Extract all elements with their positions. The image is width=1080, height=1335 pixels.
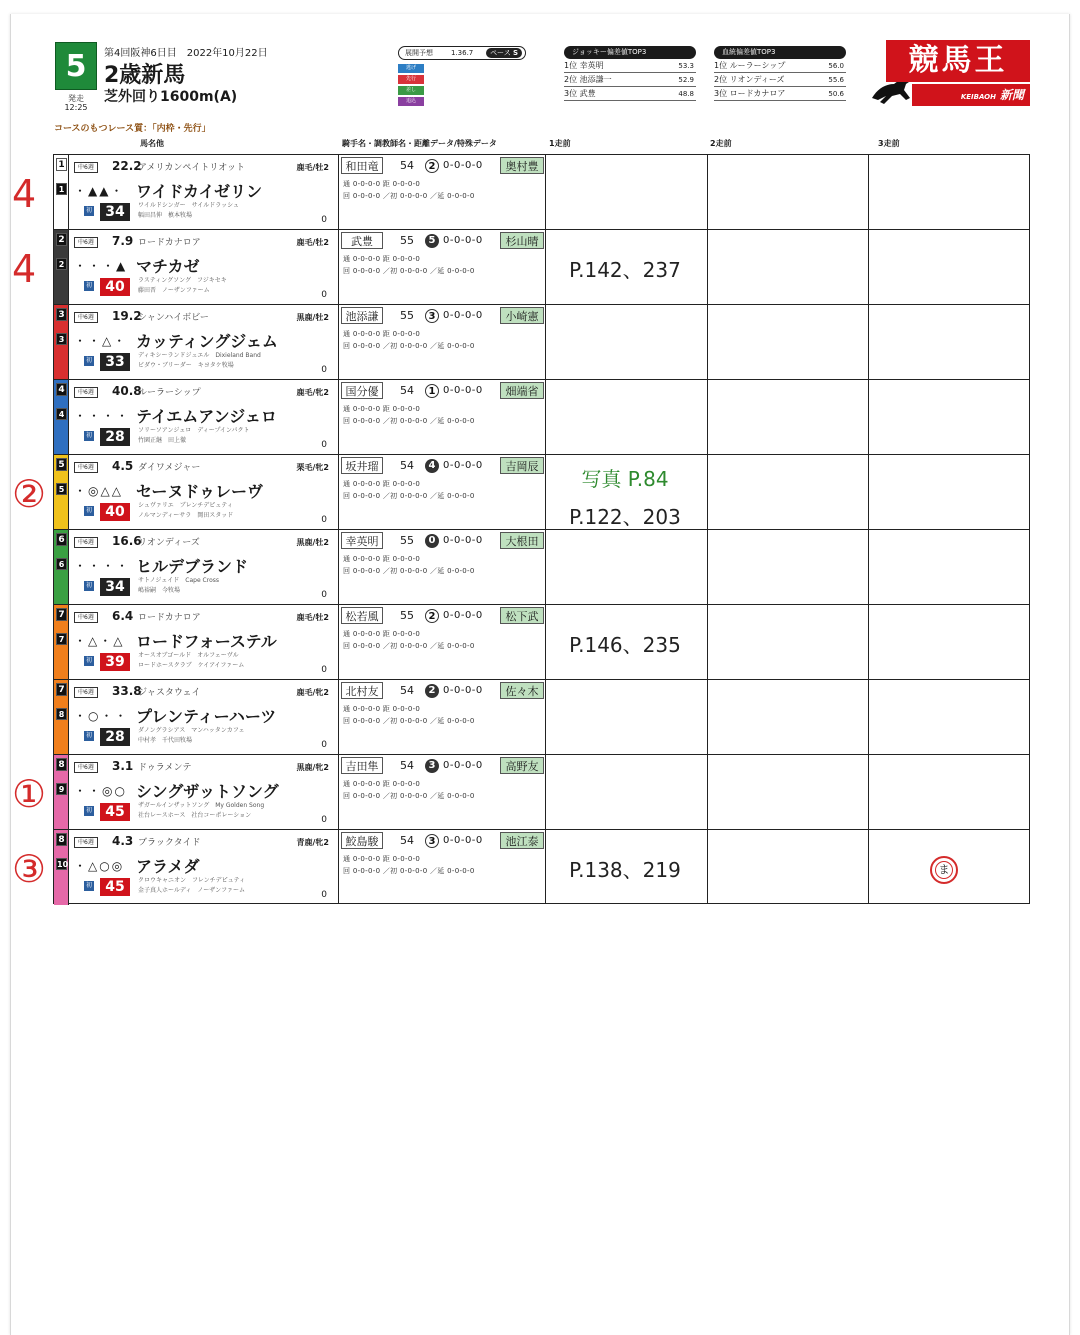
distance-data: 通 0-0-0-0 距 0-0-0-0 [343, 330, 421, 338]
coat-sex-age: 鹿毛/牡2 [296, 238, 329, 247]
special-data: 回 0-0-0-0 ／初 0-0-0-0 ／延 0-0-0-0 [343, 342, 475, 350]
interval-badge: 中6週 [74, 687, 98, 698]
horse-number: 6 [56, 558, 67, 570]
first-run-badge: 初 [86, 432, 93, 439]
legend-item: 差し [398, 86, 424, 95]
horse-name: ヒルデブランド [136, 557, 249, 576]
meet-info [104, 44, 278, 59]
horse-number: 1 [56, 183, 67, 195]
jockey-name: 国分優 [341, 382, 383, 399]
dam-info: サトノジェイド Cape Cross [138, 577, 220, 584]
ma-stamp-icon [930, 856, 958, 884]
dam-info: ザガールインザットソング My Golden Song [138, 802, 265, 809]
logo-roman: KEIBAOH [960, 93, 996, 101]
waku-number: 5 [56, 458, 67, 471]
waku-number: 6 [56, 533, 67, 546]
jockey-name: 坂井瑠 [341, 457, 383, 474]
prediction-marks: ・・◎○ [74, 784, 127, 798]
sire-top3-title: 血統偏差値TOP3 [714, 46, 846, 59]
col-header-r1: 1走前 [549, 139, 571, 148]
pace-prediction [398, 46, 526, 60]
draw-badge: 5 [425, 234, 439, 248]
waku-number: 1 [56, 158, 67, 171]
coat-sex-age: 鹿毛/牡2 [296, 163, 329, 172]
rating-badge: 40 [100, 503, 130, 521]
first-run-badge: 初 [86, 207, 93, 214]
owner-breeder: ロードホースクラブ ケイアイファーム [138, 662, 245, 669]
handwritten-annotation: ③ [12, 847, 47, 891]
carried-weight: 54 [400, 684, 414, 697]
legend-item: 先行 [398, 75, 424, 84]
interval-badge: 中6週 [74, 387, 98, 398]
horse-name: マチカゼ [136, 257, 200, 276]
course-tag: コースのもつレース質：「内枠・先行」 [54, 124, 211, 134]
sire_top3-row [714, 87, 846, 101]
special-data: 回 0-0-0-0 ／初 0-0-0-0 ／延 0-0-0-0 [343, 567, 475, 575]
horse-row [54, 305, 1029, 380]
owner-breeder: 藤田晋 ノーザンファーム [138, 287, 210, 294]
trainer-name: 杉山晴 [500, 232, 544, 249]
distance-data: 通 0-0-0-0 距 0-0-0-0 [343, 855, 421, 863]
prediction-marks: ・・△・ [74, 334, 128, 348]
dam-info: クロウキャニオン フレンチデピュティ [138, 877, 246, 884]
odds: 33.8 [112, 684, 142, 698]
jockey-name: 武豊 [341, 232, 383, 249]
prediction-label: 展開予想 [405, 49, 433, 57]
draw-badge: 2 [425, 684, 439, 698]
sire-name: リオンディーズ [138, 538, 200, 548]
owner-breeder: ビダウ・ブリーダー キヨタケ牧場 [138, 362, 234, 369]
name: ロードカナロア [729, 89, 786, 98]
horse-name: シングザットソング [136, 782, 279, 801]
draw-badge: 3 [425, 834, 439, 848]
jockey_top3-row [564, 73, 696, 87]
trainer-name: 大根田 [500, 532, 544, 549]
carried-weight: 54 [400, 459, 414, 472]
page-reference: P.142、237 [569, 258, 681, 282]
logo-sub [912, 84, 1030, 106]
course-info: 芝外回り1600m(A) [104, 89, 238, 105]
record: 0 [321, 215, 327, 225]
jockey-record: 0-0-0-0 [443, 535, 483, 546]
prediction-marks: ・▲▲・ [74, 184, 125, 198]
carried-weight: 54 [400, 159, 414, 172]
record: 0 [321, 890, 327, 900]
horse-name: ワイドカイゼリン [136, 182, 263, 201]
distance-data: 通 0-0-0-0 距 0-0-0-0 [343, 180, 421, 188]
jockey-record: 0-0-0-0 [443, 385, 483, 396]
waku-number: 4 [56, 383, 67, 396]
first-run-badge: 初 [86, 882, 93, 889]
page-reference: P.138、219 [569, 858, 681, 882]
draw-badge: 3 [425, 309, 439, 323]
rank: 2位 [714, 75, 728, 84]
horse-number: 10 [57, 860, 69, 869]
special-data: 回 0-0-0-0 ／初 0-0-0-0 ／延 0-0-0-0 [343, 417, 475, 425]
trainer-name: 佐々木 [500, 682, 544, 699]
sire-name: ブラックタイド [138, 838, 201, 848]
odds: 4.5 [112, 459, 134, 473]
dam-info: ワイルドシンガー サイルドラッシュ [138, 202, 240, 209]
draw-badge: 4 [425, 459, 439, 473]
trainer-name: 小崎憲 [500, 307, 544, 324]
special-data: 回 0-0-0-0 ／初 0-0-0-0 ／延 0-0-0-0 [343, 642, 475, 650]
draw-badge: 0 [425, 534, 439, 548]
prediction-marks: ・・・▲ [74, 259, 128, 273]
value: 50.6 [828, 90, 844, 98]
handwritten-annotation: ② [12, 472, 47, 516]
carried-weight: 55 [400, 609, 414, 622]
jockey-record: 0-0-0-0 [443, 235, 483, 246]
logo-sub-text: 新聞 [999, 88, 1024, 102]
waku-number: 8 [56, 758, 67, 771]
legend-item: 逃げ [398, 64, 424, 73]
ma-stamp-text: ま [935, 861, 953, 879]
record: 0 [321, 290, 327, 300]
trainer-name: 池江泰 [500, 832, 544, 849]
odds: 3.1 [112, 759, 134, 773]
horse-row [54, 755, 1029, 830]
jockey-record: 0-0-0-0 [443, 835, 483, 846]
meet-label: 第4回阪神6日目 [104, 48, 177, 59]
race-card-table [53, 154, 1030, 904]
horse-row [54, 155, 1029, 230]
jockey-name: 池添謙 [341, 307, 383, 324]
jockey-record: 0-0-0-0 [443, 460, 483, 471]
page-reference: P.146、235 [569, 633, 681, 657]
coat-sex-age: 黒鹿/牝2 [296, 763, 329, 772]
handwritten-annotation: 4 [12, 172, 37, 216]
rating-badge: 34 [100, 203, 130, 221]
prediction-marks: ・・・・ [74, 409, 131, 423]
first-run-badge: 初 [86, 807, 93, 814]
sire-name: ダイワメジャー [138, 463, 201, 473]
horse-number: 2 [56, 258, 67, 270]
col-header-left: 馬名他 [140, 139, 164, 148]
waku-number: 2 [56, 233, 67, 246]
interval-badge: 中6週 [74, 162, 98, 173]
jockey-name: 北村友 [341, 682, 383, 699]
page-reference: P.122、203 [569, 505, 681, 529]
trainer-name: 高野友 [500, 757, 544, 774]
horse-row [54, 380, 1029, 455]
jockey-name: 幸英明 [341, 532, 383, 549]
special-data: 回 0-0-0-0 ／初 0-0-0-0 ／延 0-0-0-0 [343, 792, 475, 800]
owner-breeder: 中村孝 千代田牧場 [138, 737, 193, 744]
special-data: 回 0-0-0-0 ／初 0-0-0-0 ／延 0-0-0-0 [343, 867, 475, 875]
owner-breeder: 嶋裕嗣 今牧場 [138, 587, 181, 594]
horse-number: 5 [56, 483, 67, 495]
rating-badge: 28 [100, 428, 130, 446]
dam-info: ディキシーランドジュエル Dixieland Band [138, 352, 261, 359]
distance-data: 通 0-0-0-0 距 0-0-0-0 [343, 630, 421, 638]
photo-note: 写真 P.84 [581, 467, 669, 491]
coat-sex-age: 鹿毛/牝2 [296, 688, 329, 697]
coat-sex-age: 黒鹿/牡2 [296, 538, 329, 547]
horse-row [54, 230, 1029, 305]
coat-sex-age: 鹿毛/牝2 [296, 388, 329, 397]
start-time [62, 94, 90, 112]
col-header-r3: 3走前 [878, 139, 900, 148]
horse-row [54, 455, 1029, 530]
waku-number: 7 [56, 683, 67, 696]
rating-badge: 34 [100, 578, 130, 596]
rank: 1位 [564, 61, 578, 70]
sire_top3-row [714, 73, 846, 87]
distance-data: 通 0-0-0-0 距 0-0-0-0 [343, 480, 421, 488]
odds: 6.4 [112, 609, 134, 623]
jockey-record: 0-0-0-0 [443, 160, 483, 171]
sire-name: シャンハイボビー [138, 313, 209, 323]
special-data: 回 0-0-0-0 ／初 0-0-0-0 ／延 0-0-0-0 [343, 267, 475, 275]
interval-badge: 中6週 [74, 462, 98, 473]
distance-data: 通 0-0-0-0 距 0-0-0-0 [343, 255, 421, 263]
first-run-badge: 初 [86, 582, 93, 589]
record: 0 [321, 440, 327, 450]
waku-number: 3 [56, 308, 67, 321]
carried-weight: 54 [400, 384, 414, 397]
horse-number: 9 [56, 783, 67, 795]
jockey-name: 吉田隼 [341, 757, 383, 774]
distance-data: 通 0-0-0-0 距 0-0-0-0 [343, 705, 421, 713]
distance-data: 通 0-0-0-0 距 0-0-0-0 [343, 780, 421, 788]
sire-name: ドゥラメンテ [138, 763, 192, 773]
value: 52.9 [678, 76, 694, 84]
interval-badge: 中6週 [74, 612, 98, 623]
dam-info: シュヴァリエ ブレンチデピュティ [138, 502, 233, 509]
pace-pill [486, 48, 522, 58]
sire-name: ジャスタウェイ [138, 688, 201, 698]
owner-breeder: 竹園正継 田上徹 [138, 437, 187, 444]
horse-number: 7 [56, 633, 67, 645]
prediction-marks: ・◎△△ [74, 484, 123, 498]
handwritten-annotation: ① [12, 772, 47, 816]
col-header-r2: 2走前 [710, 139, 732, 148]
jockey_top3-row [564, 59, 696, 73]
value: 53.3 [678, 62, 694, 70]
sire-name: ロードカナロア [138, 613, 201, 623]
special-data: 回 0-0-0-0 ／初 0-0-0-0 ／延 0-0-0-0 [343, 717, 475, 725]
name: リオンディーズ [729, 75, 785, 84]
sire-name: ロードカナロア [138, 238, 201, 248]
value: 48.8 [678, 90, 694, 98]
horse-name: テイエムアンジェロ [136, 407, 277, 426]
horse-row [54, 605, 1029, 680]
odds: 19.2 [112, 309, 142, 323]
newspaper-logo [868, 40, 1030, 110]
pace-value: S [512, 49, 518, 57]
rating-badge: 45 [100, 878, 130, 896]
special-data: 回 0-0-0-0 ／初 0-0-0-0 ／延 0-0-0-0 [343, 192, 475, 200]
prediction-marks: ・△・△ [74, 634, 125, 648]
horse-number: 8 [56, 708, 67, 720]
jockey-record: 0-0-0-0 [443, 685, 483, 696]
start-label: 発走 [68, 94, 84, 103]
horse-row [54, 830, 1029, 905]
waku-number: 8 [56, 833, 67, 846]
prediction-marks: ・△○◎ [74, 859, 125, 873]
name: 武豊 [579, 89, 596, 98]
sire_top3-row [714, 59, 846, 73]
start-time-value: 12:25 [64, 103, 88, 112]
first-run-badge: 初 [86, 657, 93, 664]
first-run-badge: 初 [86, 282, 93, 289]
prediction-marks: ・・・・ [74, 559, 131, 573]
jockey-name: 和田竜 [341, 157, 383, 174]
first-run-badge: 初 [86, 507, 93, 514]
coat-sex-age: 鹿毛/牡2 [296, 613, 329, 622]
rating-badge: 39 [100, 653, 130, 671]
odds: 16.6 [112, 534, 142, 548]
record: 0 [321, 815, 327, 825]
jockey-record: 0-0-0-0 [443, 310, 483, 321]
rating-badge: 40 [100, 278, 130, 296]
name: ルーラーシップ [729, 61, 786, 70]
rating-badge: 33 [100, 353, 130, 371]
horse-number: 3 [56, 333, 67, 345]
carried-weight: 54 [400, 834, 414, 847]
owner-breeder: 社台レースホース 社台コーポレーション [138, 812, 252, 819]
waku-number: 7 [56, 608, 67, 621]
jockey_top3-row [564, 87, 696, 101]
sire-top3 [714, 46, 846, 101]
race-date: 2022年10月22日 [186, 48, 268, 59]
distance-data: 通 0-0-0-0 距 0-0-0-0 [343, 405, 421, 413]
interval-badge: 中6週 [74, 537, 98, 548]
special-data: 回 0-0-0-0 ／初 0-0-0-0 ／延 0-0-0-0 [343, 492, 475, 500]
owner-breeder: ノルマンディーサラ 岡田スタッド [138, 512, 234, 519]
carried-weight: 55 [400, 309, 414, 322]
odds: 22.2 [112, 159, 142, 173]
draw-badge: 2 [425, 159, 439, 173]
logo-main-text: 競馬王 [886, 40, 1030, 82]
trainer-name: 奥村豊 [500, 157, 544, 174]
jockey-record: 0-0-0-0 [443, 610, 483, 621]
carried-weight: 55 [400, 234, 414, 247]
draw-badge: 3 [425, 759, 439, 773]
horse-name: プレンティーハーツ [136, 707, 277, 726]
dam-info: ソリーソアンジェロ ディープインパクト [138, 427, 250, 434]
rank: 2位 [564, 75, 578, 84]
first-run-badge: 初 [86, 732, 93, 739]
value: 55.6 [828, 76, 844, 84]
record: 0 [321, 590, 327, 600]
rating-badge: 28 [100, 728, 130, 746]
jockey-name: 鮫島駿 [341, 832, 383, 849]
interval-badge: 中6週 [74, 312, 98, 323]
dam-info: オースオブゴールド オルフェーヴル [138, 652, 239, 659]
handwritten-annotation: 4 [12, 247, 37, 291]
rating-badge: 45 [100, 803, 130, 821]
first-run-badge: 初 [86, 357, 93, 364]
record: 0 [321, 665, 327, 675]
name: 幸英明 [579, 61, 604, 70]
record: 0 [321, 740, 327, 750]
distance-data: 通 0-0-0-0 距 0-0-0-0 [343, 555, 421, 563]
race-title: 2歳新馬 [104, 63, 186, 88]
race-number-badge: 5 [55, 42, 97, 90]
jockey-record: 0-0-0-0 [443, 760, 483, 771]
draw-badge: 2 [425, 609, 439, 623]
jockey-top3 [564, 46, 696, 101]
dam-info: ラスティングソング フジキセキ [138, 277, 227, 284]
horse-row [54, 680, 1029, 755]
horse-name: アラメダ [136, 857, 200, 876]
trainer-name: 畑端省 [500, 382, 544, 399]
legend-item: 追込 [398, 97, 424, 106]
dam-info: ダノングラシアス マンハッタンカフェ [138, 727, 245, 734]
odds: 7.9 [112, 234, 134, 248]
coat-sex-age: 青鹿/牝2 [296, 838, 329, 847]
owner-breeder: 金子真人ホールディ ノーザンファーム [138, 887, 245, 894]
interval-badge: 中6週 [74, 237, 98, 248]
interval-badge: 中6週 [74, 837, 98, 848]
coat-sex-age: 黒鹿/牡2 [296, 313, 329, 322]
trainer-name: 吉岡辰 [500, 457, 544, 474]
pace-label: ペース [490, 49, 511, 57]
rank: 3位 [564, 89, 578, 98]
sire-name: アメリカンペイトリオット [138, 163, 246, 173]
horse-row [54, 530, 1029, 605]
value: 56.0 [828, 62, 844, 70]
jockey-top3-title: ジョッキー偏差値TOP3 [564, 46, 696, 59]
trainer-name: 松下武 [500, 607, 544, 624]
rank: 3位 [714, 89, 728, 98]
horse-number: 4 [56, 408, 67, 420]
prediction-marks: ・○・・ [74, 709, 129, 723]
prediction-time: 1.36.7 [451, 49, 474, 57]
horse-name: カッティングジェム [136, 332, 278, 351]
coat-sex-age: 栗毛/牝2 [296, 463, 329, 472]
col-header-mid: 騎手名・調教師名・距離データ/特殊データ [342, 139, 497, 148]
record: 0 [321, 365, 327, 375]
draw-badge: 1 [425, 384, 439, 398]
record: 0 [321, 515, 327, 525]
horse-name: セーヌドゥレーヴ [136, 482, 263, 501]
interval-badge: 中6週 [74, 762, 98, 773]
horse-name: ロードフォーステル [136, 632, 277, 651]
sire-name: ルーラーシップ [138, 388, 201, 398]
jockey-name: 松若風 [341, 607, 383, 624]
rank: 1位 [714, 61, 728, 70]
owner-breeder: 幅田昌伸 槙本牧場 [138, 212, 193, 219]
carried-weight: 54 [400, 759, 414, 772]
odds: 40.8 [112, 384, 142, 398]
odds: 4.3 [112, 834, 134, 848]
carried-weight: 55 [400, 534, 414, 547]
name: 池添謙一 [579, 75, 612, 84]
